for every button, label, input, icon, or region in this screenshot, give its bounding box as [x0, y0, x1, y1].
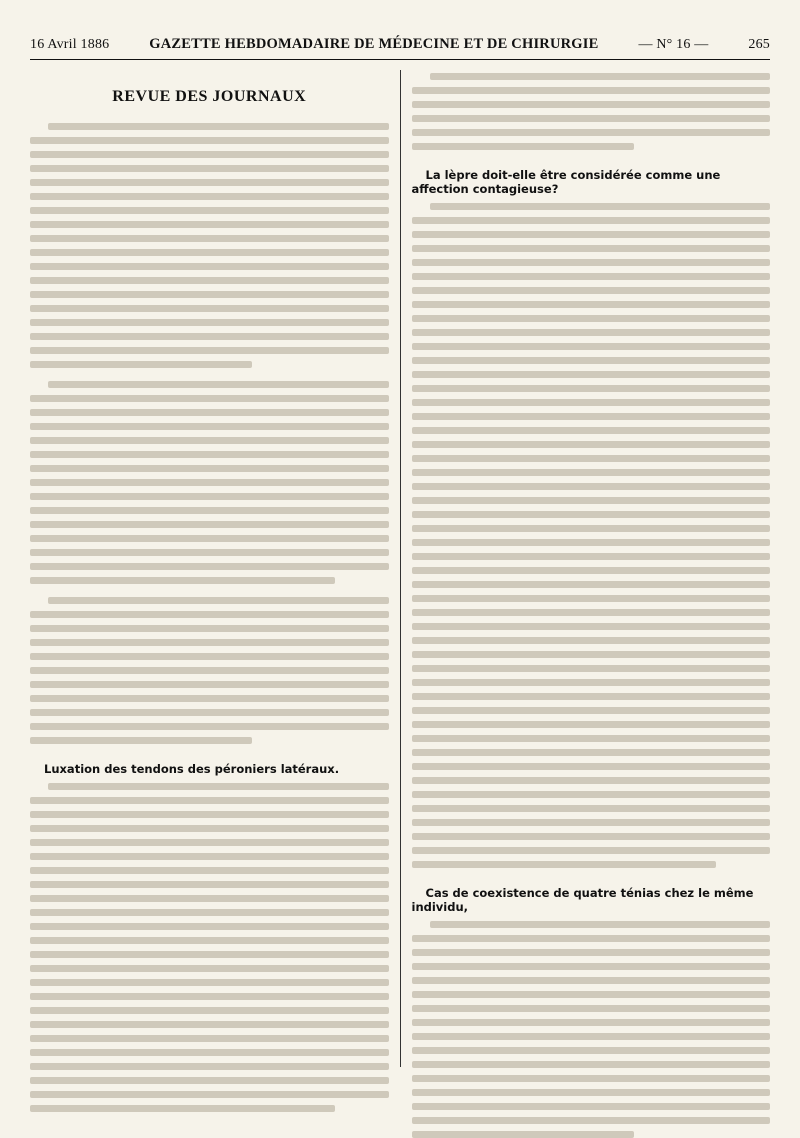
text-line-placeholder	[412, 819, 771, 826]
text-line-placeholder	[412, 763, 771, 770]
text-line-placeholder	[30, 193, 389, 200]
text-line-placeholder	[30, 347, 389, 354]
text-line-placeholder	[412, 1075, 771, 1082]
text-line-placeholder	[30, 165, 389, 172]
text-line-placeholder	[412, 847, 771, 854]
text-line-placeholder	[412, 231, 771, 238]
text-line-placeholder	[48, 381, 389, 388]
issue-date: 16 Avril 1886	[30, 37, 110, 52]
text-line-placeholder	[30, 723, 389, 730]
text-line-placeholder	[412, 455, 771, 462]
paragraph-placeholder	[412, 203, 771, 868]
paragraph-placeholder	[412, 921, 771, 1138]
text-line-placeholder	[412, 143, 634, 150]
text-line-placeholder	[412, 651, 771, 658]
text-line-placeholder	[30, 535, 389, 542]
text-line-placeholder	[30, 979, 389, 986]
text-line-placeholder	[30, 811, 389, 818]
text-line-placeholder	[30, 923, 389, 930]
text-line-placeholder	[412, 949, 771, 956]
text-line-placeholder	[412, 217, 771, 224]
text-line-placeholder	[30, 151, 389, 158]
text-line-placeholder	[430, 921, 771, 928]
text-line-placeholder	[48, 123, 389, 130]
text-line-placeholder	[412, 115, 771, 122]
text-line-placeholder	[412, 1103, 771, 1110]
text-line-placeholder	[412, 259, 771, 266]
text-line-placeholder	[30, 235, 389, 242]
page-number: 265	[748, 37, 770, 52]
text-line-placeholder	[30, 881, 389, 888]
text-line-placeholder	[30, 137, 389, 144]
text-line-placeholder	[412, 287, 771, 294]
text-line-placeholder	[412, 539, 771, 546]
text-line-placeholder	[30, 451, 389, 458]
text-line-placeholder	[430, 203, 771, 210]
text-line-placeholder	[412, 357, 771, 364]
text-line-placeholder	[430, 73, 771, 80]
text-line-placeholder	[412, 665, 771, 672]
text-line-placeholder	[30, 423, 389, 430]
text-line-placeholder	[412, 245, 771, 252]
text-line-placeholder	[412, 525, 771, 532]
paragraph-placeholder	[30, 381, 389, 584]
text-line-placeholder	[30, 937, 389, 944]
text-line-placeholder	[412, 721, 771, 728]
text-line-placeholder	[412, 609, 771, 616]
article-heading: Luxation des tendons des péroniers latéraux.	[44, 762, 340, 776]
text-line-placeholder	[30, 667, 389, 674]
text-line-placeholder	[30, 179, 389, 186]
text-line-placeholder	[30, 909, 389, 916]
text-line-placeholder	[412, 1019, 771, 1026]
text-line-placeholder	[412, 679, 771, 686]
text-line-placeholder	[30, 1021, 389, 1028]
text-line-placeholder	[30, 639, 389, 646]
text-line-placeholder	[30, 1077, 389, 1084]
text-line-placeholder	[30, 563, 389, 570]
text-line-placeholder	[30, 263, 389, 270]
text-columns	[30, 70, 770, 1067]
text-line-placeholder	[30, 479, 389, 486]
text-line-placeholder	[412, 693, 771, 700]
text-line-placeholder	[30, 681, 389, 688]
text-line-placeholder	[30, 867, 389, 874]
text-line-placeholder	[30, 549, 389, 556]
text-line-placeholder	[412, 623, 771, 630]
text-line-placeholder	[30, 333, 389, 340]
paragraph-placeholder	[30, 123, 389, 368]
text-line-placeholder	[412, 1061, 771, 1068]
text-line-placeholder	[30, 277, 389, 284]
text-line-placeholder	[412, 343, 771, 350]
text-line-placeholder	[30, 319, 389, 326]
text-line-placeholder	[30, 521, 389, 528]
text-line-placeholder	[412, 101, 771, 108]
text-line-placeholder	[30, 611, 389, 618]
text-line-placeholder	[412, 595, 771, 602]
article-heading: La lèpre doit-elle être considérée comme une affection contagieuse?	[411, 168, 721, 196]
text-line-placeholder	[412, 991, 771, 998]
text-line-placeholder	[412, 497, 771, 504]
text-line-placeholder	[30, 395, 389, 402]
text-line-placeholder	[412, 1033, 771, 1040]
text-line-placeholder	[48, 783, 389, 790]
text-line-placeholder	[412, 1117, 771, 1124]
running-header	[30, 36, 770, 60]
text-line-placeholder	[412, 735, 771, 742]
text-line-placeholder	[412, 371, 771, 378]
text-line-placeholder	[48, 597, 389, 604]
text-line-placeholder	[412, 483, 771, 490]
text-line-placeholder	[412, 511, 771, 518]
text-line-placeholder	[30, 625, 389, 632]
text-line-placeholder	[30, 1007, 389, 1014]
text-line-placeholder	[30, 951, 389, 958]
text-line-placeholder	[30, 965, 389, 972]
text-line-placeholder	[30, 993, 389, 1000]
text-line-placeholder	[412, 935, 771, 942]
paragraph-placeholder	[30, 783, 389, 1112]
text-line-placeholder	[412, 791, 771, 798]
text-line-placeholder	[412, 427, 771, 434]
text-line-placeholder	[412, 441, 771, 448]
text-line-placeholder	[412, 977, 771, 984]
text-line-placeholder	[30, 207, 389, 214]
text-line-placeholder	[412, 315, 771, 322]
text-line-placeholder	[30, 221, 389, 228]
text-line-placeholder	[412, 273, 771, 280]
text-line-placeholder	[30, 737, 252, 744]
text-line-placeholder	[412, 1131, 634, 1138]
text-line-placeholder	[412, 413, 771, 420]
paragraph-placeholder	[412, 73, 771, 150]
article-heading: Cas de coexistence de quatre ténias chez le même individu,	[411, 886, 754, 914]
text-line-placeholder	[412, 707, 771, 714]
right-column	[412, 70, 771, 1067]
text-line-placeholder	[30, 1091, 389, 1098]
text-line-placeholder	[30, 507, 389, 514]
text-line-placeholder	[412, 637, 771, 644]
text-line-placeholder	[412, 749, 771, 756]
text-line-placeholder	[412, 1047, 771, 1054]
text-line-placeholder	[30, 825, 389, 832]
text-line-placeholder	[30, 895, 389, 902]
text-line-placeholder	[412, 329, 771, 336]
text-line-placeholder	[30, 249, 389, 256]
text-line-placeholder	[30, 361, 252, 368]
text-line-placeholder	[412, 385, 771, 392]
text-line-placeholder	[412, 399, 771, 406]
text-line-placeholder	[412, 1089, 771, 1096]
text-line-placeholder	[412, 777, 771, 784]
text-line-placeholder	[412, 87, 771, 94]
text-line-placeholder	[412, 567, 771, 574]
text-line-placeholder	[30, 1035, 389, 1042]
text-line-placeholder	[30, 709, 389, 716]
section-title: REVUE DES JOURNAUX	[112, 88, 307, 105]
text-line-placeholder	[30, 1049, 389, 1056]
issue-number: — N° 16 —	[638, 37, 709, 52]
text-line-placeholder	[412, 129, 771, 136]
paragraph-placeholder	[30, 597, 389, 744]
text-line-placeholder	[30, 839, 389, 846]
text-line-placeholder	[412, 1005, 771, 1012]
text-line-placeholder	[412, 833, 771, 840]
journal-title: GAZETTE HEBDOMADAIRE DE MÉDECINE ET DE CHIRURGIE	[149, 36, 599, 52]
text-line-placeholder	[30, 577, 335, 584]
text-line-placeholder	[412, 469, 771, 476]
text-line-placeholder	[412, 301, 771, 308]
text-line-placeholder	[30, 695, 389, 702]
text-line-placeholder	[30, 853, 389, 860]
text-line-placeholder	[30, 1105, 335, 1112]
text-line-placeholder	[30, 409, 389, 416]
text-line-placeholder	[30, 437, 389, 444]
text-line-placeholder	[412, 805, 771, 812]
text-line-placeholder	[30, 653, 389, 660]
text-line-placeholder	[30, 1063, 389, 1070]
text-line-placeholder	[412, 861, 717, 868]
column-rule	[400, 70, 401, 1067]
text-line-placeholder	[30, 305, 389, 312]
text-line-placeholder	[412, 581, 771, 588]
text-line-placeholder	[30, 465, 389, 472]
left-column	[30, 70, 389, 1067]
text-line-placeholder	[30, 291, 389, 298]
text-line-placeholder	[412, 963, 771, 970]
text-line-placeholder	[30, 493, 389, 500]
text-line-placeholder	[30, 797, 389, 804]
text-line-placeholder	[412, 553, 771, 560]
